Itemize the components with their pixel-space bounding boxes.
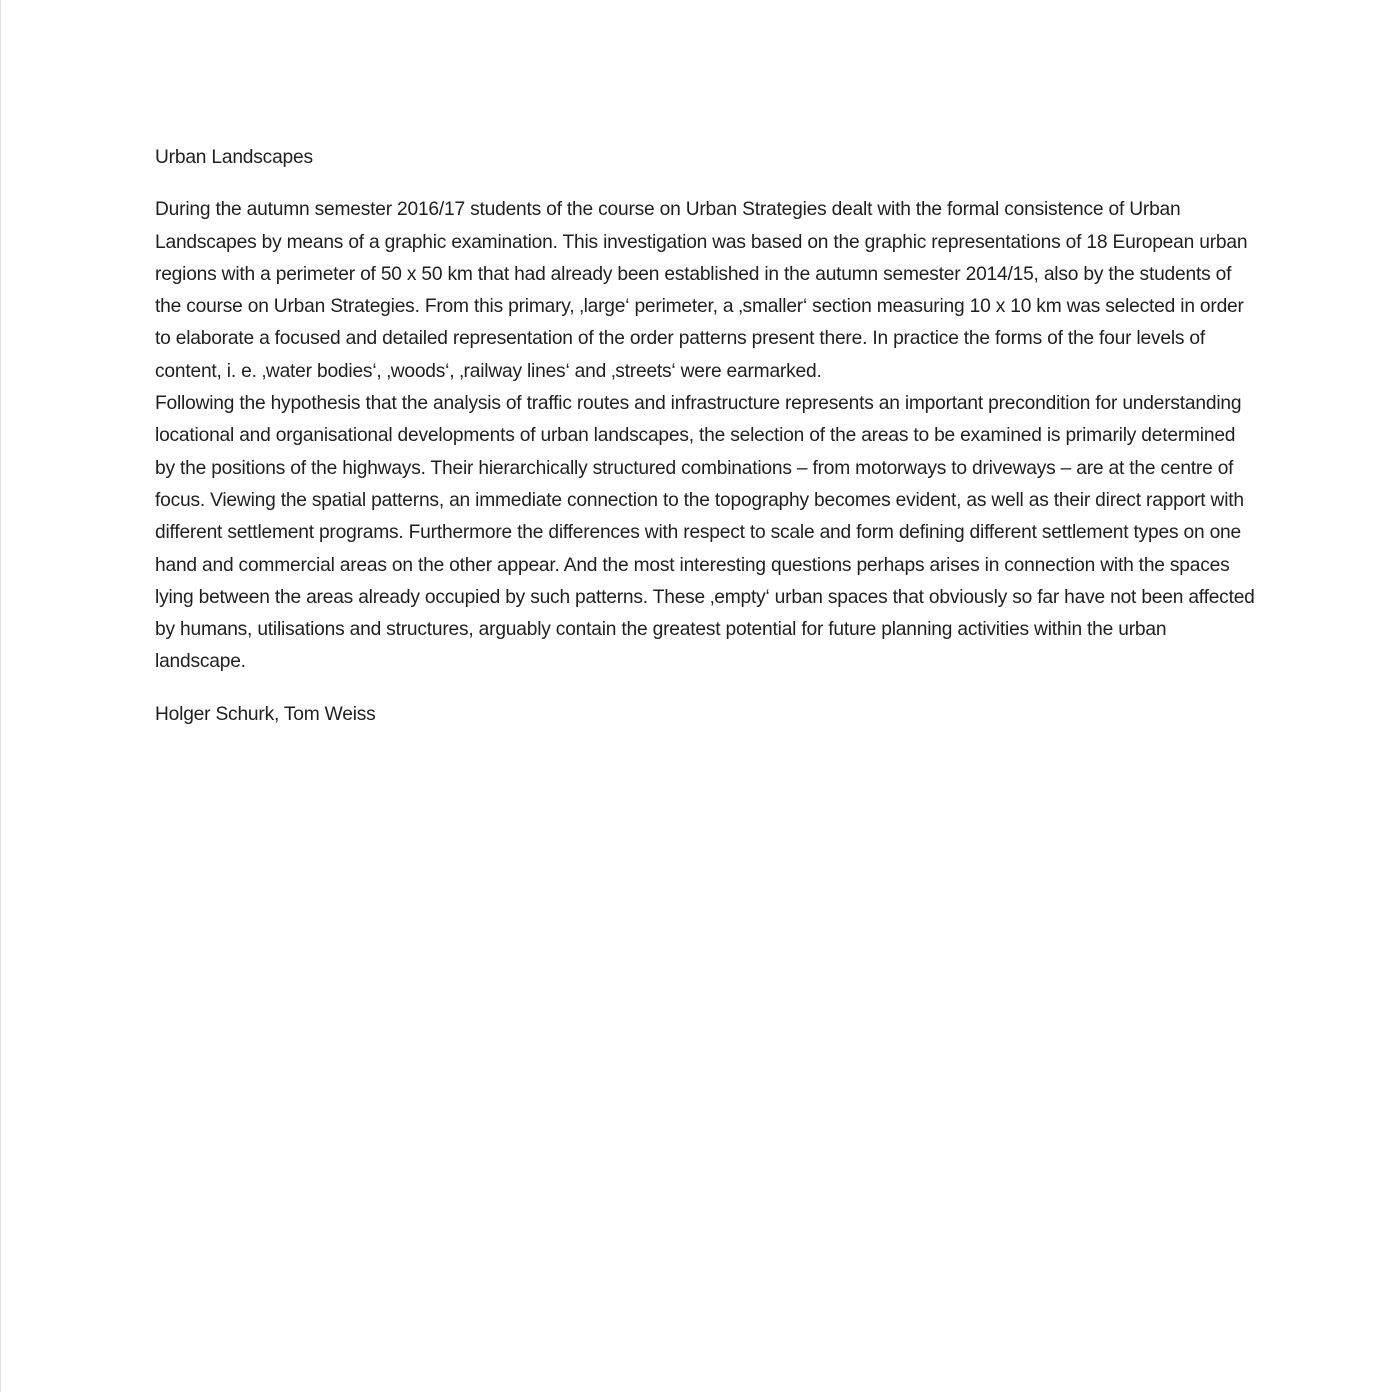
document-title: Urban Landscapes (155, 147, 313, 168)
document-body (155, 142, 1255, 731)
paragraph-2: Following the hypothesis that the analysis of traffic routes and infrastructure represents an important precondition for understanding locational and organisational developments of urban landscapes, the selection of the areas to be examined is primarily determined by the positions of the highways. Their hierarchically structured combinations – from motorways to driveways – are at the centre of focus. Viewing the spatial patterns, an immediate connection to the topography becomes evident, as well as their direct rapport with different settlement programs. Furthermore the differences with respect to scale and form defining different settlement types on one hand and commercial areas on the other appear. And the most interesting questions perhaps arises in connection with the spaces lying between the areas already occupied by such patterns. These ‚empty‘ urban spaces that obviously so far have not been affected by humans, utilisations and structures, arguably contain the greatest potential for future planning activities within the urban landscape. (155, 393, 1255, 673)
document-authors: Holger Schurk, Tom Weiss (155, 703, 376, 725)
paragraph-1: During the autumn semester 2016/17 students of the course on Urban Strategies dealt with the formal consistence of Urban Landscapes by means of a graphic examination. This investigation was based on the graphic representations of 18 European urban regions with a perimeter of 50 x 50 km that had already been established in the autumn semester 2014/15, also by the students of the course on Urban Strategies. From this primary, ‚large‘ perimeter, a ‚smaller‘ section measuring 10 x 10 km was selected in order to elaborate a focused and detailed representation of the order patterns present there. In practice the forms of the four levels of content, i. e. ‚water bodies‘, ‚woods‘, ‚railway lines‘ and ‚streets‘ were earmarked. (155, 199, 1248, 382)
